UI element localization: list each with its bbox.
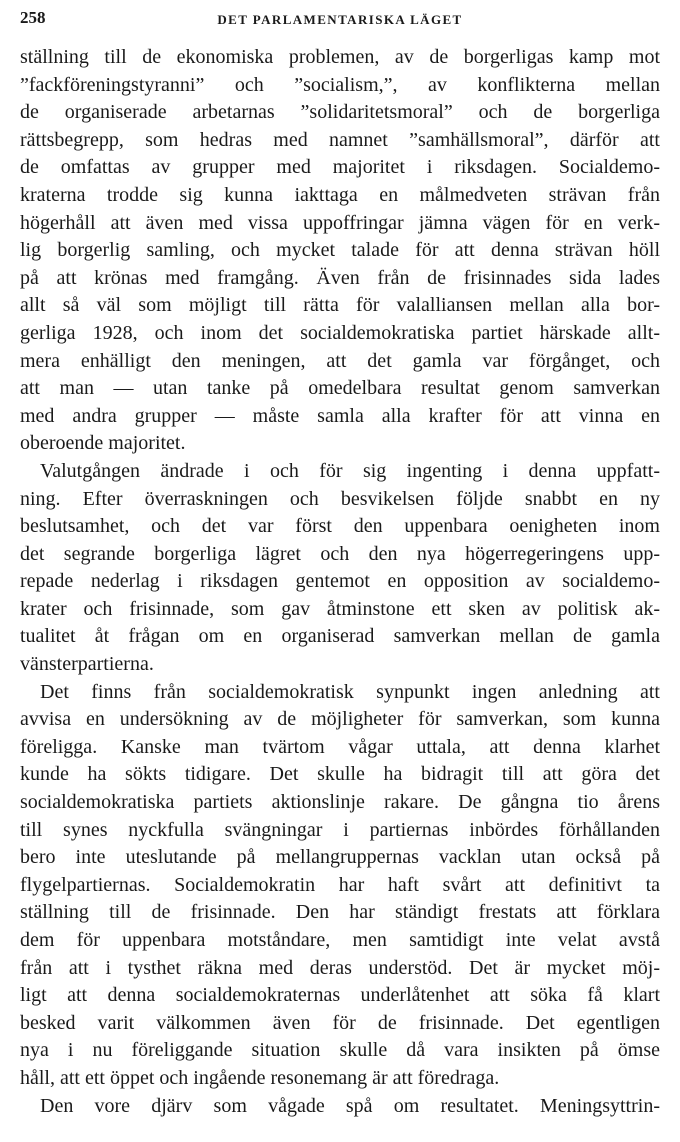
text-line: krater och frisinnade, som gav åtminstone ett sken av politisk ak- bbox=[20, 597, 660, 620]
text-line: att man — utan tanke på omedelbara resultat genom samverkan bbox=[20, 377, 660, 400]
text-line: de organiserade arbetarnas ”solidaritetsmoral” och de borgerliga bbox=[20, 101, 660, 124]
text-line: kraterna trodde sig kunna iakttaga en målmedveten strävan från bbox=[20, 183, 660, 206]
text-line: vänsterpartierna. bbox=[20, 653, 154, 676]
text-line: tualitet åt frågan om en organiserad samverkan mellan de gamla bbox=[20, 625, 660, 648]
text-line: gerliga 1928, och inom det socialdemokratiska partiet härskade allt- bbox=[20, 321, 660, 344]
text-line: från att i tysthet räkna med deras understöd. Det är mycket möj- bbox=[20, 956, 660, 979]
text-line: ställning till de frisinnade. Den har ständigt frestats att förklara bbox=[20, 901, 660, 924]
text-line: håll, att ett öppet och ingående resonemang är att föredraga. bbox=[20, 1066, 500, 1089]
text-line: beslutsamhet, och det var först den uppenbara oenigheten inom bbox=[20, 515, 660, 538]
text-line: på att krönas med framgång. Även från de frisinnades sida lades bbox=[20, 266, 660, 289]
text-line: det segrande borgerliga lägret och den nya högerregeringens upp- bbox=[20, 542, 660, 565]
text-line: flygelpartiernas. Socialdemokratin har haft svårt att definitivt ta bbox=[20, 873, 660, 896]
text-line: mera enhälligt den meningen, att det gamla var förgånget, och bbox=[20, 349, 660, 372]
text-line: oberoende majoritet. bbox=[20, 432, 186, 455]
text-line: besked varit välkommen även för de frisinnade. Det egentligen bbox=[20, 1011, 660, 1034]
text-line: ställning till de ekonomiska problemen, av de borgerligas kamp mot bbox=[20, 46, 660, 68]
text-line: nya i nu föreliggande situation skulle då vara insikten på ömse bbox=[20, 1039, 660, 1062]
text-line: bero inte uteslutande på mellangruppernas vacklan utan också på bbox=[20, 846, 660, 869]
text-line: repade nederlag i riksdagen gentemot en opposition av socialdemo- bbox=[20, 570, 660, 593]
text-line: kunde ha sökts tidigare. Det skulle ha bidragit till att göra det bbox=[20, 763, 660, 786]
running-head: DET PARLAMENTARISKA LÄGET bbox=[217, 12, 463, 27]
page-number: 258 bbox=[20, 8, 46, 27]
text-line: ligt att denna socialdemokraternas underlåtenhet att söka få klart bbox=[20, 984, 660, 1007]
text-line: de omfattas av grupper med majoritet i riksdagen. Socialdemo- bbox=[20, 156, 660, 179]
text-line: föreligga. Kanske man tvärtom vågar uttala, att denna klarhet bbox=[20, 735, 660, 758]
text-line: avvisa en undersökning av de möjligheter för samverkan, som kunna bbox=[20, 708, 660, 731]
text-line: till synes nyckfulla svängningar i partiernas inbördes förhållanden bbox=[20, 818, 660, 841]
text-line: lig borgerlig samling, och mycket talade för att denna strävan höll bbox=[20, 239, 660, 262]
text-line: högerhåll att även med vissa uppoffringar jämna vägen för en verk- bbox=[20, 211, 660, 234]
body-text bbox=[20, 44, 660, 1120]
text-line: ”fackföreningstyranni” och ”socialism,”, av konflikterna mellan bbox=[20, 73, 660, 96]
paragraph-first-line: Valutgången ändrade i och för sig ingenting i denna uppfatt- bbox=[40, 459, 660, 482]
text-line: med andra grupper — måste samla alla krafter för att vinna en bbox=[20, 404, 660, 427]
text-line: dem för uppenbara motståndare, men samtidigt inte velat avstå bbox=[20, 929, 660, 951]
text-line: allt så väl som möjligt till rätta för valalliansen mellan alla bor- bbox=[20, 294, 660, 317]
text-line: ning. Efter överraskningen och besvikelsen följde snabbt en ny bbox=[20, 487, 660, 510]
paragraph-first-line: Den vore djärv som vågade spå om resultatet. Meningsyttrin- bbox=[40, 1094, 660, 1117]
text-line: rättsbegrepp, som hedras med namnet ”samhällsmoral”, därför att bbox=[20, 128, 660, 151]
text-line: socialdemokratiska partiets aktionslinje rakare. De gångna tio årens bbox=[20, 791, 660, 814]
paragraph-first-line: Det finns från socialdemokratisk synpunkt ingen anledning att bbox=[40, 680, 660, 703]
